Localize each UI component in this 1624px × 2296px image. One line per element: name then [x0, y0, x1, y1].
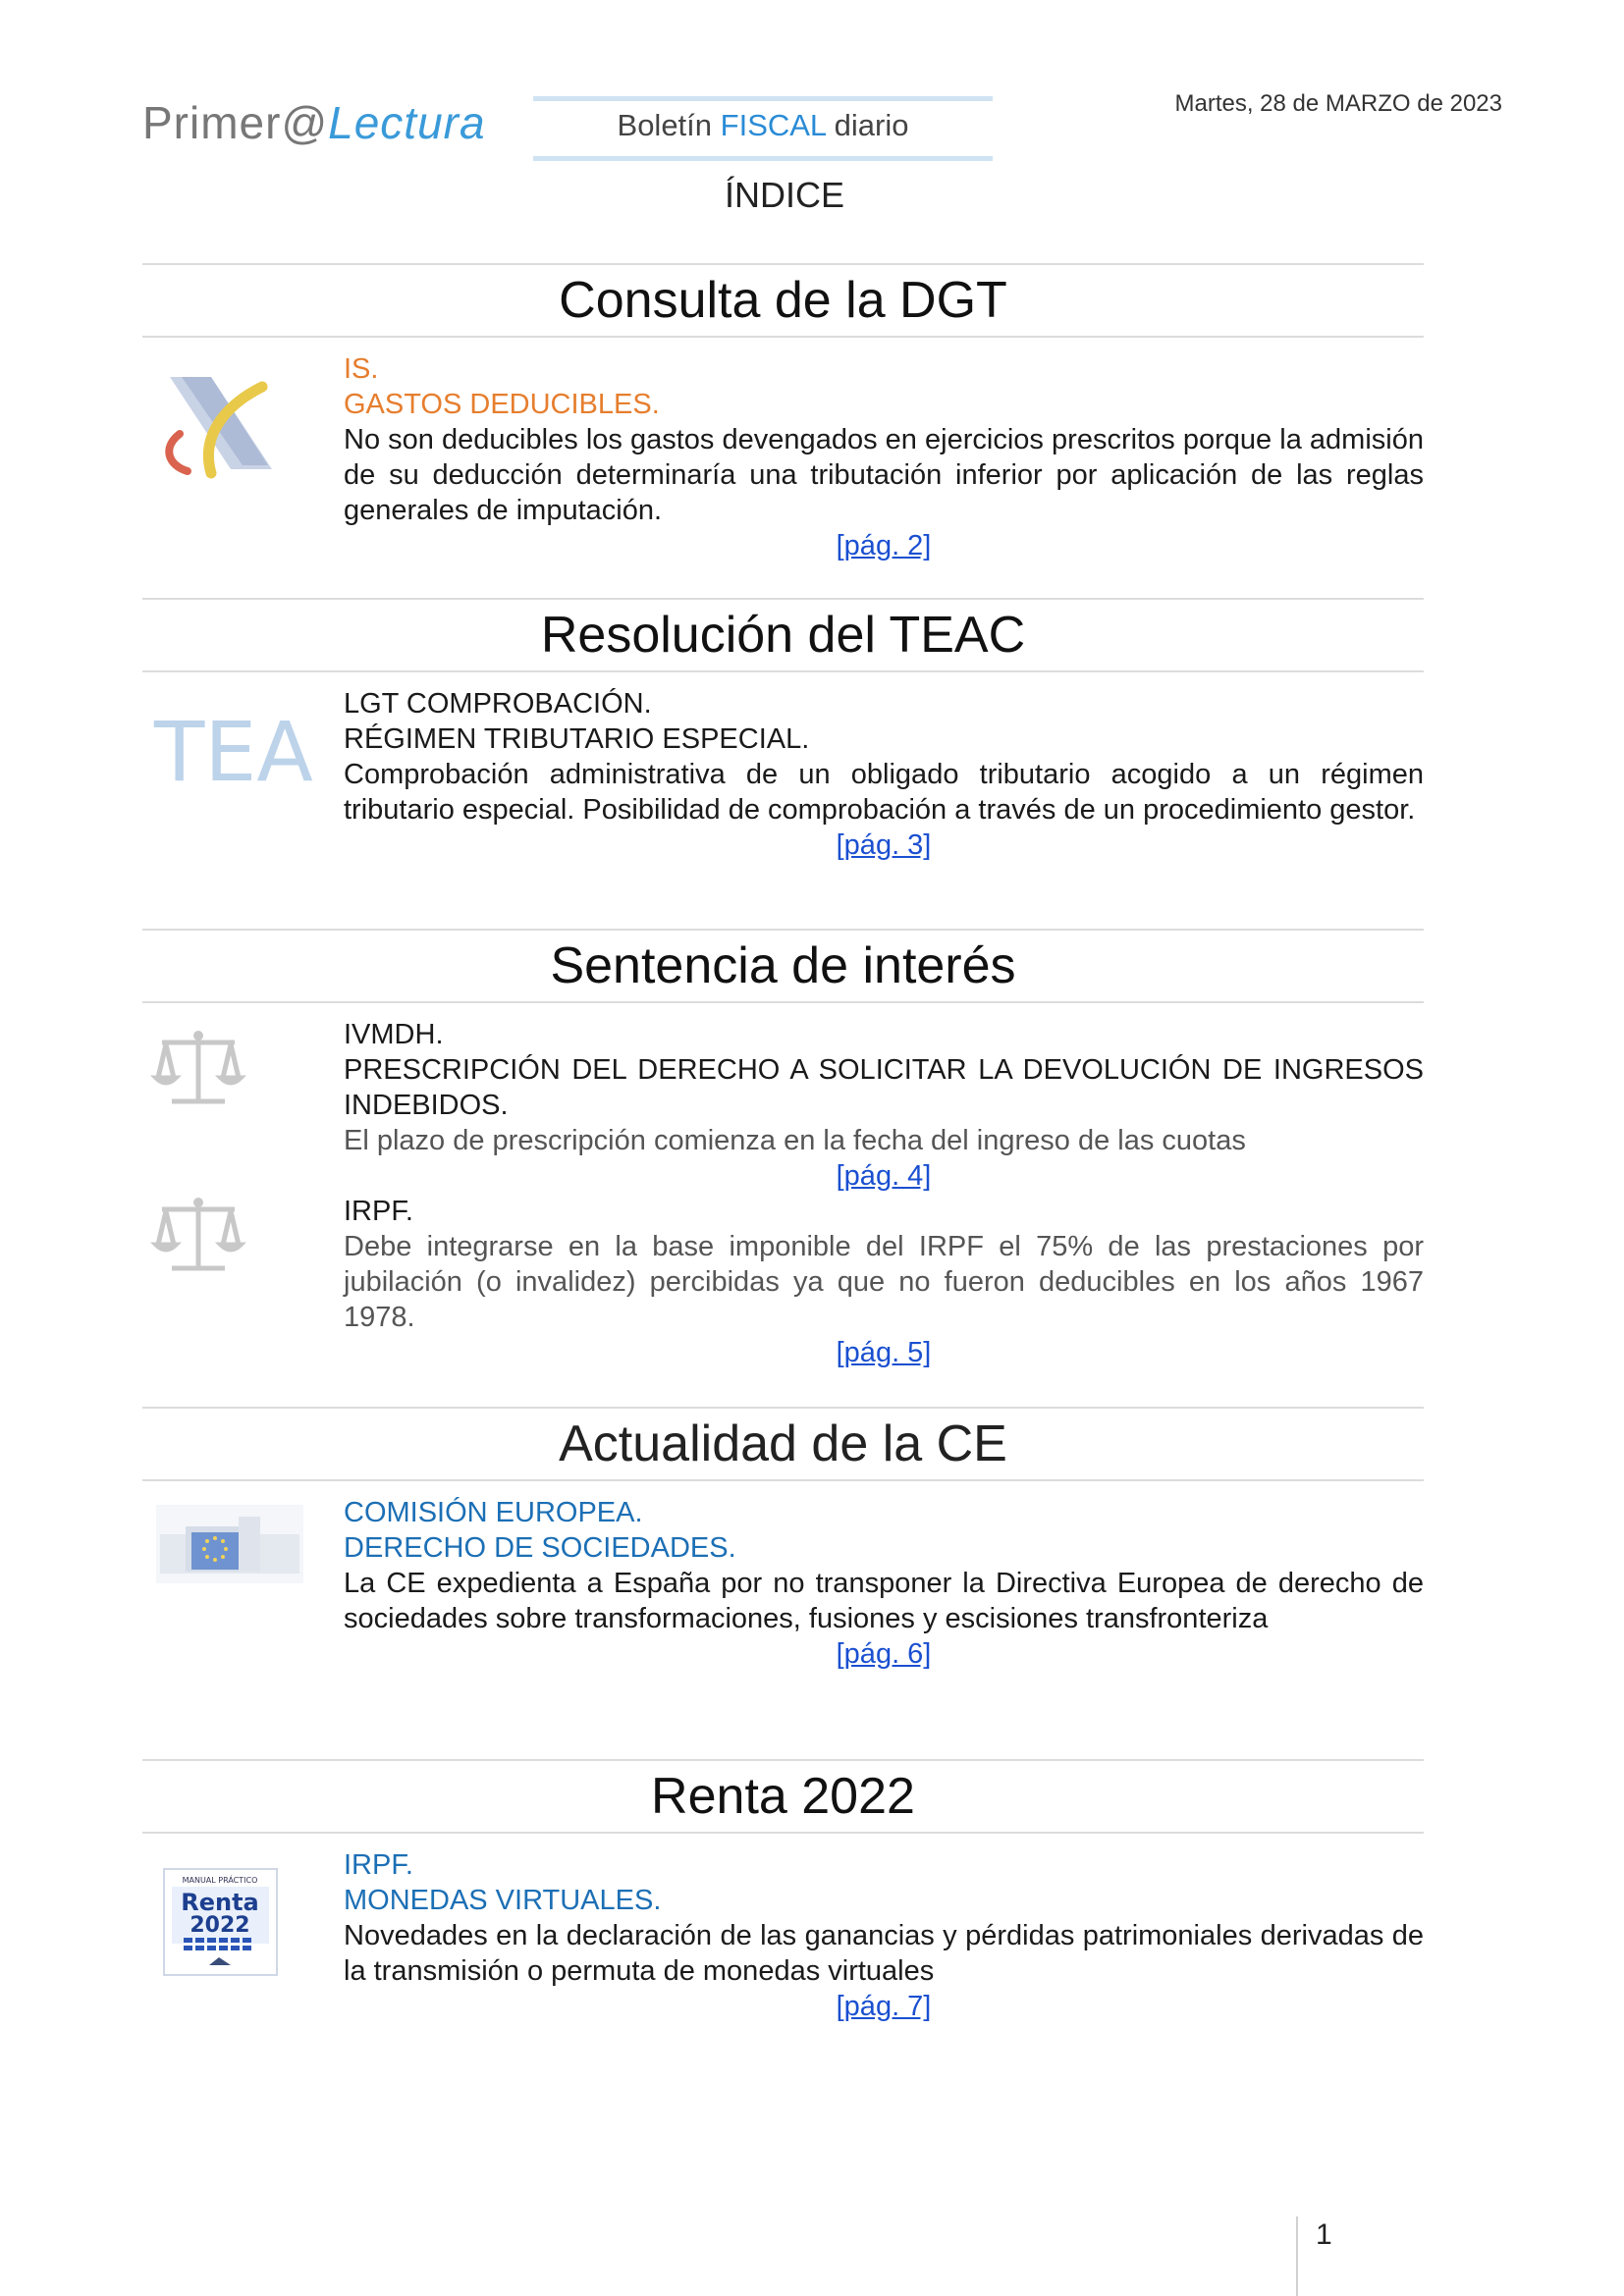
section-resolucion-teac — [142, 598, 1424, 863]
tea-logo-icon — [154, 704, 313, 800]
entry-summary: Comprobación administrativa de un obligado tributario acogido a un régimen tributario especial. Posibilidad de comprobación a través de un procedimiento gestor. — [344, 759, 1424, 826]
section-title: Renta 2022 — [142, 1759, 1424, 1834]
section-renta-2022 — [142, 1759, 1424, 2024]
entry-tag: IS. — [344, 353, 379, 385]
publication-date: Martes, 28 de MARZO de 2023 — [1174, 90, 1502, 117]
page-link[interactable]: [pág. 4] — [836, 1160, 932, 1192]
page-number-box — [1296, 2216, 1337, 2296]
page-link[interactable]: [pág. 5] — [836, 1337, 932, 1368]
entry-summary: El plazo de prescripción comienza en la fecha del ingreso de las cuotas — [344, 1125, 1246, 1156]
bulletin-pre: Boletín — [617, 108, 721, 142]
entry-summary: Debe integrarse en la base imponible del IRPF el 75% de las prestaciones por jubilación (o invalidez) percibidas ya que no fueron deducibles en los años 1967 1978. — [344, 1231, 1424, 1333]
bulletin-post: diario — [826, 108, 909, 142]
page-link[interactable]: [pág. 7] — [836, 1991, 932, 2022]
list-item — [142, 1847, 1424, 2024]
entry-subject: DERECHO DE SOCIEDADES. — [344, 1532, 736, 1564]
bulletin-accent: FISCAL — [720, 108, 827, 142]
entry-summary: La CE expedienta a España por no transponer la Directiva Europea de derecho de sociedades sobre transformaciones, fusiones y escisiones transfronteriza — [344, 1568, 1424, 1634]
entry-tag: LGT COMPROBACIÓN. — [344, 688, 652, 720]
page-number: 1 — [1316, 2218, 1332, 2251]
svg-text:TEA: TEA — [154, 704, 313, 800]
list-item — [142, 1194, 1424, 1370]
section-title: Actualidad de la CE — [142, 1407, 1424, 1481]
section-title: Sentencia de interés — [142, 929, 1424, 1003]
entry-tag: IRPF. — [344, 1196, 413, 1227]
section-title: Consulta de la DGT — [142, 263, 1424, 338]
entry-summary: No son deducibles los gastos devengados en ejercicios prescritos porque la admisión de su deducción determinaría una tributación inferior por aplicación de las reglas generales de imputación. — [344, 424, 1424, 526]
entry-tag: IRPF. — [344, 1849, 413, 1881]
list-item — [142, 1017, 1424, 1194]
entry-subject: RÉGIMEN TRIBUTARIO ESPECIAL. — [344, 723, 810, 755]
bulletin-title — [533, 96, 993, 161]
scales-icon — [152, 1027, 245, 1120]
list-item — [142, 686, 1424, 863]
list-item — [142, 1495, 1424, 1672]
agencia-tributaria-logo-icon — [152, 363, 280, 486]
brand-logo — [142, 96, 486, 149]
entry-subject: PRESCRIPCIÓN DEL DERECHO A SOLICITAR LA DEVOLUCIÓN DE INGRESOS INDEBIDOS. — [344, 1054, 1424, 1121]
section-sentencia-interes — [142, 929, 1424, 1370]
page-link[interactable]: [pág. 3] — [836, 829, 932, 861]
page-link[interactable]: [pág. 2] — [836, 530, 932, 561]
entry-subject: MONEDAS VIRTUALES. — [344, 1885, 662, 1916]
renta-2022-manual-cover-icon — [164, 1869, 277, 1980]
entry-subject: GASTOS DEDUCIBLES. — [344, 389, 660, 420]
svg-text:Renta: Renta — [181, 1889, 259, 1916]
index-title: ÍNDICE — [724, 175, 844, 215]
svg-text:2022: 2022 — [189, 1913, 250, 1938]
section-title: Resolución del TEAC — [142, 598, 1424, 672]
entry-tag: IVMDH. — [344, 1019, 444, 1050]
list-item — [142, 351, 1424, 563]
brand-part2: Lectura — [328, 97, 486, 148]
section-actualidad-ce — [142, 1407, 1424, 1672]
scales-icon — [152, 1194, 245, 1287]
entry-tag: COMISIÓN EUROPEA. — [344, 1497, 643, 1528]
brand-part1: Primer@ — [142, 97, 329, 148]
section-consulta-dgt — [142, 263, 1424, 563]
svg-text:MANUAL PRÁCTICO: MANUAL PRÁCTICO — [182, 1876, 258, 1885]
eu-commission-building-icon — [156, 1505, 303, 1588]
entry-summary: Novedades en la declaración de las ganancias y pérdidas patrimoniales derivadas de la transmisión o permuta de monedas virtuales — [344, 1920, 1424, 1987]
page-link[interactable]: [pág. 6] — [836, 1638, 932, 1670]
